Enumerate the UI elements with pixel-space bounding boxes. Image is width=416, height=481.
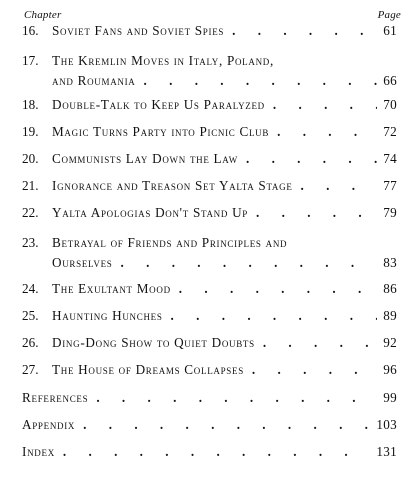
toc-entry-appendix <box>22 415 397 435</box>
page-number: 61 <box>383 23 397 38</box>
chapter-column-header: Chapter <box>24 9 62 21</box>
chapter-title: The Exultant Mood <box>52 281 171 296</box>
chapter-number: 22. <box>22 205 39 220</box>
chapter-title: Ding-Dong Show to Quiet Doubts <box>52 335 255 350</box>
toc-entry-27 <box>22 360 397 380</box>
dot-leader <box>224 21 377 41</box>
toc-entry-references <box>22 388 397 408</box>
chapter-title-continued: and Roumania <box>52 73 136 88</box>
dot-leader <box>88 388 377 408</box>
page-number: 72 <box>383 124 397 139</box>
chapter-title: Haunting Hunches <box>52 308 163 323</box>
chapter-number: 16. <box>22 23 39 38</box>
chapter-title: Betrayal of Friends and Principles and <box>52 235 288 250</box>
chapter-title: Soviet Fans and Soviet Spies <box>52 23 225 38</box>
toc-entry-17 <box>22 51 397 91</box>
page-number: 99 <box>383 390 397 405</box>
chapter-title: Double-Talk to Keep Us Paralyzed <box>52 97 265 112</box>
dot-leader <box>269 122 377 142</box>
chapter-title: Communists Lay Down the Law <box>52 151 238 166</box>
toc-entry-23 <box>22 233 397 273</box>
dot-leader <box>265 95 377 115</box>
page-number: 70 <box>383 97 397 112</box>
page-number: 74 <box>383 151 397 166</box>
chapter-number: 18. <box>22 97 39 112</box>
toc-entry-index <box>22 442 397 462</box>
chapter-number: 21. <box>22 178 39 193</box>
chapter-number: 23. <box>22 235 39 250</box>
section-title: Appendix <box>22 417 76 432</box>
page-number: 131 <box>376 444 397 459</box>
chapter-number: 17. <box>22 53 39 68</box>
toc-entry-24 <box>22 279 397 299</box>
chapter-number: 19. <box>22 124 39 139</box>
toc-entry-19 <box>22 122 397 142</box>
page-number: 83 <box>383 255 397 270</box>
dot-leader <box>293 176 378 196</box>
page-number: 92 <box>383 335 397 350</box>
dot-leader <box>171 279 377 299</box>
dot-leader <box>248 203 377 223</box>
chapter-title: Yalta Apologias Don't Stand Up <box>52 205 248 220</box>
chapter-title: The House of Dreams Collapses <box>52 362 244 377</box>
page-column-header: Page <box>377 9 401 21</box>
chapter-title: Ignorance and Treason Set Yalta Stage <box>52 178 293 193</box>
chapter-number: 25. <box>22 308 39 323</box>
chapter-number: 20. <box>22 151 39 166</box>
toc-entry-21 <box>22 176 397 196</box>
toc-entry-25 <box>22 306 397 326</box>
toc-entry-22 <box>22 203 397 223</box>
dot-leader <box>255 333 377 353</box>
section-title: References <box>22 390 89 405</box>
dot-leader <box>55 442 370 462</box>
page-number: 89 <box>383 308 397 323</box>
page-number: 66 <box>383 73 397 88</box>
chapter-number: 26. <box>22 335 39 350</box>
section-title: Index <box>22 444 55 459</box>
chapter-number: 24. <box>22 281 39 296</box>
dot-leader <box>136 71 378 91</box>
toc-entry-20 <box>22 149 397 169</box>
chapter-number: 27. <box>22 362 39 377</box>
dot-leader <box>238 149 377 169</box>
dot-leader <box>163 306 378 326</box>
chapter-title-continued: Ourselves <box>52 255 113 270</box>
page-number: 103 <box>376 417 397 432</box>
dot-leader <box>113 253 378 273</box>
toc-entry-26 <box>22 333 397 353</box>
chapter-title: The Kremlin Moves in Italy, Poland, <box>52 53 274 68</box>
page-number: 96 <box>383 362 397 377</box>
page-number: 86 <box>383 281 397 296</box>
toc-entry-18 <box>22 95 397 115</box>
page-number: 79 <box>383 205 397 220</box>
page-number: 77 <box>383 178 397 193</box>
toc-entry-16 <box>22 21 397 41</box>
chapter-title: Magic Turns Party into Picnic Club <box>52 124 270 139</box>
dot-leader <box>244 360 377 380</box>
dot-leader <box>75 415 370 435</box>
